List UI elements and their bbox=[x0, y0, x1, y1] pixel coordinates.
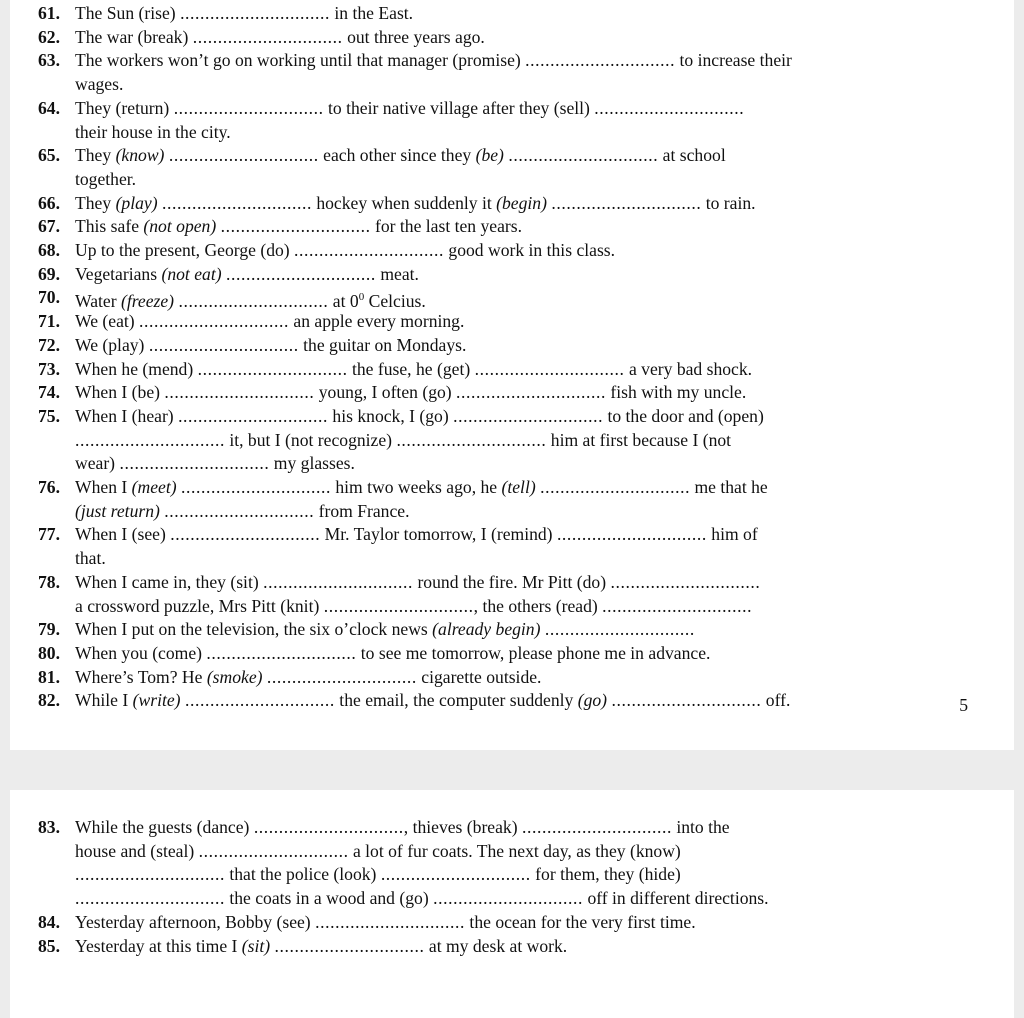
item-text bbox=[75, 618, 695, 642]
answer-blank[interactable]: .............................. bbox=[164, 500, 315, 521]
answer-blank[interactable]: .............................. bbox=[611, 690, 762, 711]
item-line bbox=[75, 192, 756, 216]
item-number: 76. bbox=[38, 477, 60, 497]
text-segment: wear) bbox=[75, 453, 120, 474]
text-segment: When I came in, they (sit) bbox=[75, 571, 264, 592]
text-segment: it, but I (not recognize) bbox=[224, 429, 397, 450]
answer-blank[interactable]: .............................. bbox=[263, 571, 414, 592]
item-text bbox=[75, 935, 567, 959]
item-number: 82. bbox=[38, 690, 60, 711]
text-segment: at my desk at work. bbox=[424, 935, 568, 956]
item-line bbox=[75, 666, 541, 690]
text-segment: the email, the computer suddenly bbox=[334, 690, 578, 711]
text-segment: Where’s Tom? He bbox=[75, 666, 207, 687]
item-line bbox=[75, 405, 764, 429]
item-line bbox=[75, 358, 752, 382]
answer-blank[interactable]: .............................. bbox=[556, 524, 707, 545]
item-line bbox=[75, 816, 769, 840]
verb-hint: (meet) bbox=[131, 477, 177, 497]
verb-hint: (tell) bbox=[501, 477, 536, 497]
text-segment: The war (break) bbox=[75, 26, 193, 47]
item-number: 78. bbox=[38, 571, 60, 592]
item-line bbox=[75, 215, 522, 239]
answer-blank[interactable]: .............................. bbox=[181, 477, 331, 497]
text-segment: young, I often (go) bbox=[314, 382, 457, 403]
text-segment: While I bbox=[75, 690, 133, 711]
answer-blank[interactable]: .............................. bbox=[119, 453, 270, 474]
answer-blank[interactable]: .............................. bbox=[173, 97, 324, 118]
item-text bbox=[75, 239, 615, 263]
page-number: 5 bbox=[959, 695, 968, 715]
answer-blank[interactable]: .............................. bbox=[521, 817, 672, 837]
text-segment: a very bad shock. bbox=[624, 358, 753, 379]
item-text bbox=[75, 381, 746, 405]
text-segment: This safe bbox=[75, 216, 144, 237]
item-line bbox=[75, 73, 792, 97]
verb-hint: (freeze) bbox=[120, 291, 175, 312]
text-segment: Celcius. bbox=[364, 291, 426, 312]
item-line bbox=[75, 310, 464, 334]
text-segment: in the East. bbox=[330, 3, 414, 23]
text-segment: an apple every morning. bbox=[288, 311, 465, 332]
answer-blank[interactable]: .............................. bbox=[170, 524, 321, 545]
answer-blank[interactable]: .............................. bbox=[161, 192, 312, 213]
item-text bbox=[75, 689, 790, 713]
text-segment: a crossword puzzle, Mrs Pitt (knit) bbox=[75, 595, 324, 616]
answer-blank[interactable]: .............................. bbox=[198, 840, 349, 861]
item-number: 72. bbox=[38, 334, 60, 355]
answer-blank[interactable]: .............................. bbox=[594, 97, 745, 118]
item-line bbox=[75, 97, 744, 121]
item-number: 85. bbox=[38, 935, 60, 956]
item-number: 64. bbox=[38, 97, 60, 118]
answer-blank[interactable]: .............................. bbox=[610, 571, 761, 592]
item-line bbox=[75, 26, 485, 50]
text-segment: The Sun (rise) bbox=[75, 3, 181, 23]
text-segment: Vegetarians bbox=[75, 263, 162, 284]
verb-hint: (not eat) bbox=[161, 263, 222, 284]
item-line bbox=[75, 476, 768, 500]
text-segment: When I put on the television, the six o’clock news bbox=[75, 619, 433, 640]
text-segment: cigarette outside. bbox=[416, 666, 542, 687]
item-line bbox=[75, 689, 790, 713]
item-number: 74. bbox=[38, 382, 60, 403]
answer-blank[interactable]: .............................. bbox=[75, 888, 225, 909]
verb-hint: (just return) bbox=[75, 500, 160, 521]
item-number: 75. bbox=[38, 405, 60, 426]
text-segment: to rain. bbox=[701, 192, 756, 213]
item-text bbox=[75, 310, 464, 334]
item-line bbox=[75, 571, 760, 595]
item-line bbox=[75, 618, 695, 642]
superscript: 0 bbox=[358, 291, 365, 304]
item-number: 66. bbox=[38, 192, 60, 213]
text-segment: When he (mend) bbox=[75, 358, 198, 379]
item-number: 68. bbox=[38, 240, 60, 260]
answer-blank[interactable]: .............................. bbox=[148, 334, 299, 355]
item-text bbox=[75, 642, 710, 666]
item-number: 61. bbox=[38, 3, 60, 23]
text-segment: , the others (read) bbox=[473, 595, 603, 616]
text-segment: from France. bbox=[314, 500, 410, 521]
verb-hint: (not open) bbox=[143, 216, 217, 237]
text-segment: him at first because I (not bbox=[546, 429, 732, 450]
verb-hint: (write) bbox=[132, 690, 181, 711]
text-segment: house and (steal) bbox=[75, 840, 199, 861]
item-line bbox=[75, 863, 769, 887]
text-segment: to increase their bbox=[675, 50, 792, 71]
item-number: 81. bbox=[38, 666, 60, 687]
item-number: 83. bbox=[38, 817, 60, 837]
text-segment: that. bbox=[75, 548, 106, 569]
text-segment: wages. bbox=[75, 74, 124, 95]
item-text bbox=[75, 334, 466, 358]
text-segment: They (return) bbox=[75, 97, 174, 118]
text-segment: When I (hear) bbox=[75, 405, 179, 426]
item-text bbox=[75, 144, 726, 191]
text-segment: They bbox=[75, 192, 116, 213]
text-segment: a lot of fur coats. The next day, as they (know) bbox=[348, 840, 681, 861]
item-text bbox=[75, 215, 522, 239]
text-segment: his knock, I (go) bbox=[328, 405, 454, 426]
answer-blank[interactable]: .............................. bbox=[75, 429, 225, 450]
text-segment: , thieves (break) bbox=[403, 817, 522, 837]
answer-blank[interactable]: .............................. bbox=[453, 405, 604, 426]
item-text bbox=[75, 2, 413, 26]
item-text bbox=[75, 816, 769, 911]
text-segment: The workers won’t go on working until that manager (promise) bbox=[75, 50, 526, 71]
answer-blank[interactable]: .............................. bbox=[184, 690, 335, 711]
text-segment: When I (be) bbox=[75, 382, 165, 403]
answer-blank[interactable]: .............................. bbox=[274, 935, 425, 956]
item-number: 63. bbox=[38, 50, 60, 71]
answer-blank[interactable]: .............................. bbox=[551, 192, 702, 213]
item-line bbox=[75, 144, 726, 168]
text-segment: each other since they bbox=[318, 145, 476, 166]
verb-hint: (play) bbox=[115, 192, 158, 213]
text-segment: hockey when suddenly it bbox=[311, 192, 497, 213]
text-segment: the ocean for the very first time. bbox=[465, 911, 696, 932]
answer-blank[interactable]: .............................. bbox=[220, 216, 371, 237]
item-number: 62. bbox=[38, 26, 60, 47]
text-segment: for the last ten years. bbox=[370, 216, 523, 237]
text-segment: the guitar on Mondays. bbox=[298, 334, 467, 355]
item-line bbox=[75, 121, 744, 145]
item-text bbox=[75, 358, 752, 382]
text-segment: We (eat) bbox=[75, 311, 140, 332]
item-number: 65. bbox=[38, 145, 60, 166]
verb-hint: (begin) bbox=[496, 192, 547, 213]
item-number: 80. bbox=[38, 642, 60, 663]
item-line bbox=[75, 911, 696, 935]
verb-hint: (go) bbox=[577, 690, 608, 711]
verb-hint: (know) bbox=[115, 145, 165, 166]
verb-hint: (smoke) bbox=[206, 666, 263, 687]
text-segment: Yesterday afternoon, Bobby (see) bbox=[75, 911, 316, 932]
item-number: 69. bbox=[38, 263, 60, 284]
verb-hint: (already begin) bbox=[432, 619, 541, 640]
item-line bbox=[75, 2, 413, 26]
worksheet-page-bottom bbox=[10, 790, 1014, 1018]
item-text bbox=[75, 49, 792, 96]
text-segment: my glasses. bbox=[269, 453, 355, 474]
item-text bbox=[75, 263, 419, 287]
item-line bbox=[75, 49, 792, 73]
text-segment: Water bbox=[75, 291, 121, 312]
item-line bbox=[75, 500, 768, 524]
answer-blank[interactable]: .............................. bbox=[508, 145, 659, 166]
text-segment: out three years ago. bbox=[342, 26, 485, 47]
text-segment: fish with my uncle. bbox=[606, 382, 747, 403]
text-segment: me that he bbox=[690, 477, 768, 497]
item-text bbox=[75, 476, 768, 523]
text-segment: When I (see) bbox=[75, 524, 171, 545]
item-number: 79. bbox=[38, 619, 60, 640]
text-segment: While the guests (dance) bbox=[75, 817, 254, 837]
text-segment: for them, they (hide) bbox=[530, 864, 681, 885]
answer-blank[interactable]: .............................. bbox=[139, 311, 289, 332]
item-line bbox=[75, 887, 769, 911]
answer-blank[interactable]: .............................. bbox=[315, 911, 466, 932]
item-line bbox=[75, 168, 726, 192]
answer-blank[interactable]: .............................. bbox=[544, 619, 695, 640]
item-number: 70. bbox=[38, 287, 60, 308]
item-line bbox=[75, 452, 764, 476]
answer-blank[interactable]: .............................. bbox=[192, 26, 343, 47]
text-segment: to see me tomorrow, please phone me in advance. bbox=[356, 642, 711, 663]
answer-blank[interactable]: .............................. bbox=[474, 358, 625, 379]
item-number: 67. bbox=[38, 216, 60, 237]
answer-blank[interactable]: .............................. bbox=[525, 50, 676, 71]
item-line bbox=[75, 334, 466, 358]
item-text bbox=[75, 26, 485, 50]
answer-blank[interactable]: .............................. bbox=[206, 642, 357, 663]
item-text bbox=[75, 405, 764, 476]
verb-hint: (be) bbox=[475, 145, 504, 166]
item-number: 84. bbox=[38, 911, 60, 932]
text-segment: together. bbox=[75, 168, 137, 189]
text-segment: off. bbox=[761, 690, 791, 711]
text-segment: that the police (look) bbox=[224, 864, 381, 885]
text-segment: their house in the city. bbox=[75, 121, 231, 142]
answer-blank[interactable]: .............................. bbox=[380, 864, 531, 885]
item-number: 73. bbox=[38, 358, 60, 379]
text-segment: We (play) bbox=[75, 334, 149, 355]
answer-blank[interactable]: .............................. bbox=[456, 382, 606, 403]
item-line bbox=[75, 935, 567, 959]
answer-blank[interactable]: .............................. bbox=[396, 429, 547, 450]
text-segment: When I bbox=[75, 477, 132, 497]
item-text bbox=[75, 192, 756, 216]
item-line bbox=[75, 595, 760, 619]
answer-blank[interactable]: .............................. bbox=[168, 145, 319, 166]
text-segment: meat. bbox=[375, 263, 419, 284]
text-segment: at 0 bbox=[328, 291, 359, 312]
item-line bbox=[75, 263, 419, 287]
answer-blank[interactable]: .............................. bbox=[323, 595, 474, 616]
answer-blank[interactable]: .............................. bbox=[433, 888, 584, 909]
answer-blank[interactable]: .............................. bbox=[178, 291, 329, 312]
answer-blank[interactable]: .............................. bbox=[602, 595, 753, 616]
item-number: 71. bbox=[38, 311, 60, 332]
answer-blank[interactable]: .............................. bbox=[178, 405, 329, 426]
answer-blank[interactable]: .............................. bbox=[197, 358, 348, 379]
answer-blank[interactable]: .............................. bbox=[253, 817, 404, 837]
item-line bbox=[75, 547, 758, 571]
text-segment: into the bbox=[671, 817, 730, 837]
text-segment: him of bbox=[706, 524, 758, 545]
text-segment: They bbox=[75, 145, 116, 166]
item-text bbox=[75, 571, 760, 618]
item-line bbox=[75, 239, 615, 263]
answer-blank[interactable]: .............................. bbox=[180, 3, 331, 23]
item-line bbox=[75, 840, 769, 864]
answer-blank[interactable]: .............................. bbox=[75, 864, 225, 885]
text-segment: round the fire. Mr Pitt (do) bbox=[413, 571, 611, 592]
text-segment: the coats in a wood and (go) bbox=[224, 888, 434, 909]
answer-blank[interactable]: .............................. bbox=[266, 666, 417, 687]
item-text bbox=[75, 97, 744, 144]
text-segment: good work in this class. bbox=[444, 240, 616, 260]
text-segment: off in different directions. bbox=[583, 888, 769, 909]
answer-blank[interactable]: .............................. bbox=[294, 240, 444, 260]
answer-blank[interactable]: .............................. bbox=[540, 477, 691, 497]
verb-hint: (sit) bbox=[241, 935, 271, 956]
item-line bbox=[75, 642, 710, 666]
text-segment: the fuse, he (get) bbox=[347, 358, 475, 379]
text-segment: Up to the present, George (do) bbox=[75, 240, 295, 260]
text-segment: Mr. Taylor tomorrow, I (remind) bbox=[320, 524, 557, 545]
text-segment: at school bbox=[658, 145, 726, 166]
text-segment: Yesterday at this time I bbox=[75, 935, 242, 956]
text-segment: to the door and (open) bbox=[603, 405, 764, 426]
answer-blank[interactable]: .............................. bbox=[164, 382, 315, 403]
item-line bbox=[75, 381, 746, 405]
item-number: 77. bbox=[38, 524, 60, 545]
item-text bbox=[75, 911, 696, 935]
text-segment: him two weeks ago, he bbox=[330, 477, 502, 497]
worksheet-page-top bbox=[10, 0, 1014, 750]
item-line bbox=[75, 429, 764, 453]
item-text bbox=[75, 666, 541, 690]
text-segment: When you (come) bbox=[75, 642, 207, 663]
answer-blank[interactable]: .............................. bbox=[225, 263, 376, 284]
text-segment: to their native village after they (sell) bbox=[323, 97, 595, 118]
item-line bbox=[75, 523, 758, 547]
item-text bbox=[75, 523, 758, 570]
